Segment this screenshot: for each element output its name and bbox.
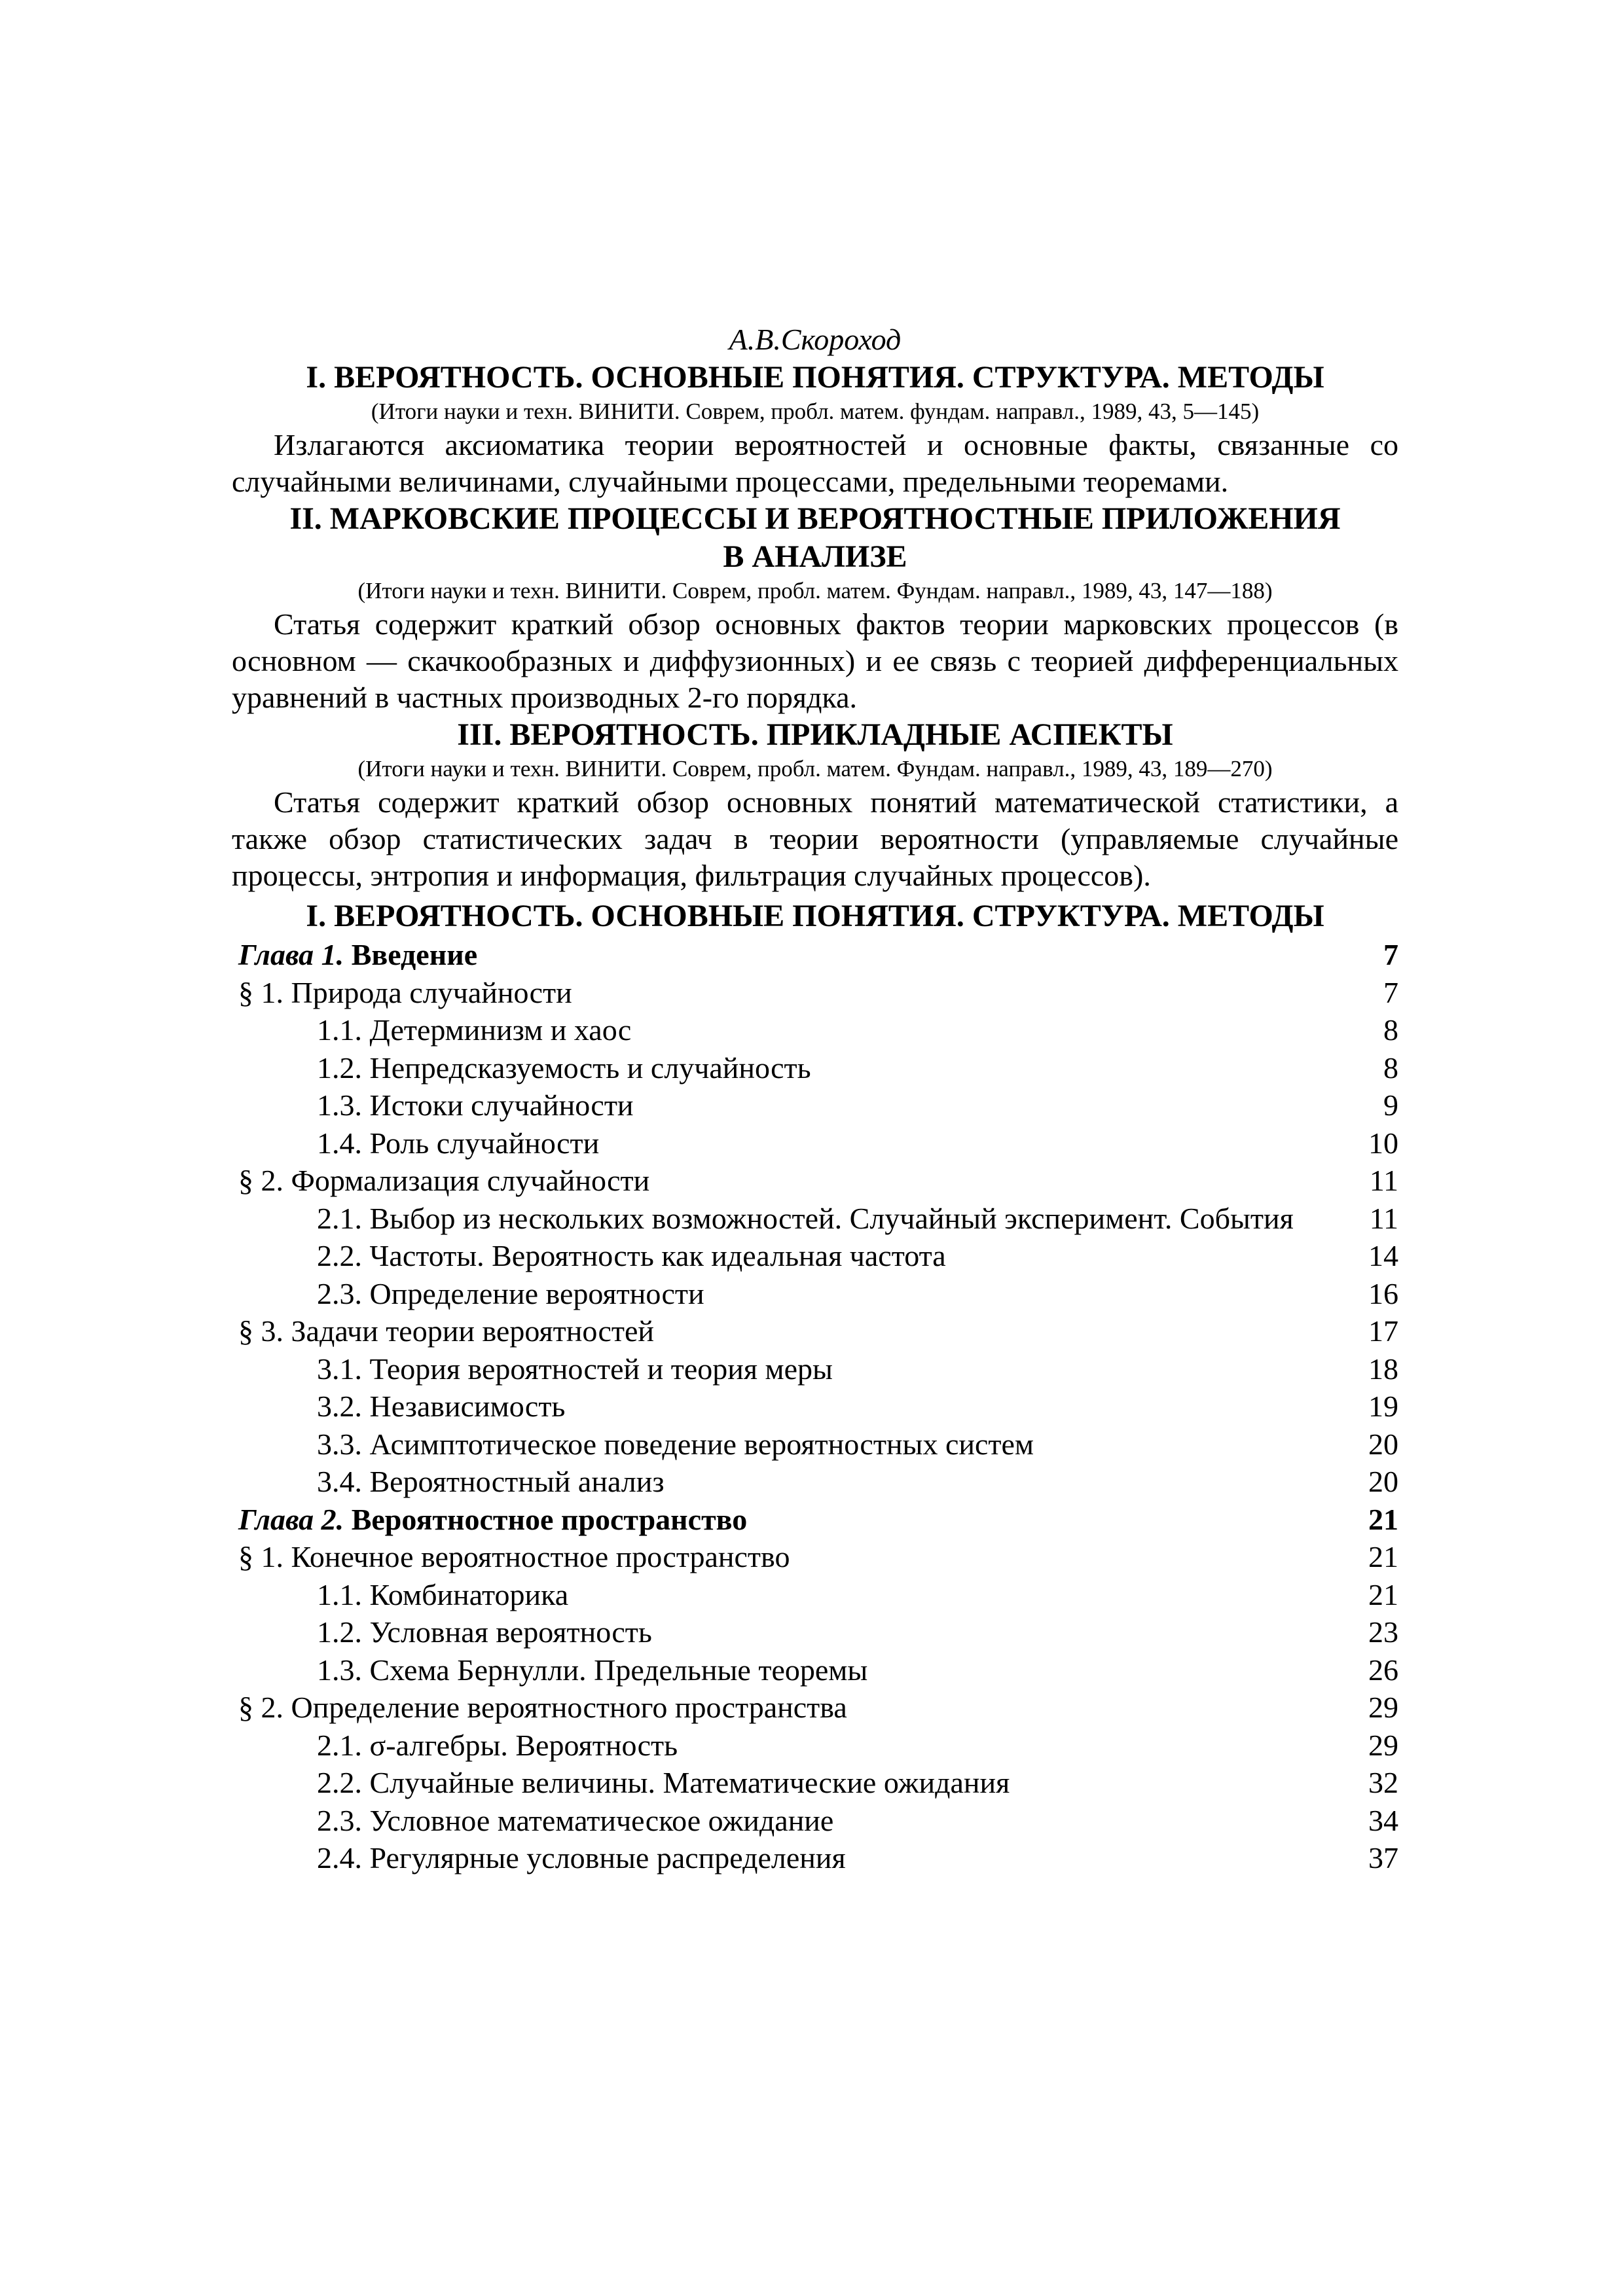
toc-entry-text: 2.1. Выбор из нескольких возможностей. Случайный эксперимент. События	[317, 1201, 1294, 1235]
toc-page-number: 23	[1368, 1615, 1398, 1649]
article-2-title-line-1: II. МАРКОВСКИЕ ПРОЦЕССЫ И ВЕРОЯТНОСТНЫЕ ПРИЛОЖЕНИЯ	[289, 501, 1341, 536]
article-3-abstract: Статья содержит краткий обзор основных понятий математической статистики, а также обзор статистических задач в теории вероятности (управляемые случайные процессы, энтропия и информация, фильтрация случайных процессов).	[232, 785, 1398, 892]
toc-page-number: 10	[1368, 1126, 1398, 1160]
toc-entry-text: 3.1. Теория вероятностей и теория меры	[317, 1352, 833, 1386]
toc-subsection	[232, 1576, 1398, 1614]
toc-page-number: 7	[1383, 938, 1398, 971]
author-name: А.В.Скороход	[729, 323, 902, 356]
toc-chapter-label: Глава 2.	[238, 1502, 344, 1536]
toc-page-number: 7	[1383, 975, 1398, 1009]
article-1-citation: (Итоги науки и техн. ВИНИТИ. Соврем, пробл. матем. фундам. направл., 1989, 43, 5—145)	[371, 399, 1260, 424]
toc-page-number: 9	[1383, 1088, 1398, 1122]
toc-subsection	[232, 1839, 1398, 1877]
toc-subsection	[232, 1426, 1398, 1463]
toc-entry-text: 2.3. Условное математическое ожидание	[317, 1803, 834, 1837]
toc-chapter-title: Введение	[351, 938, 478, 971]
toc-subsection	[232, 1275, 1398, 1313]
toc-page-number: 21	[1368, 1540, 1398, 1573]
toc-entry-text: 1.1. Детерминизм и хаос	[317, 1013, 632, 1047]
toc-entry-text: 2.2. Случайные величины. Математические ожидания	[317, 1766, 1010, 1799]
toc-entry-text: 2.1. σ-алгебры. Вероятность	[317, 1728, 678, 1762]
toc-entry-text: 3.3. Асимптотическое поведение вероятностных систем	[317, 1427, 1034, 1461]
toc-subsection	[232, 1613, 1398, 1651]
toc-subsection	[232, 1651, 1398, 1689]
toc-entry-text: 1.2. Непредсказуемость и случайность	[317, 1050, 811, 1085]
toc-subsection	[232, 1011, 1398, 1049]
toc-entry-text: 1.1. Комбинаторика	[317, 1577, 569, 1611]
toc-page-number: 21	[1368, 1577, 1398, 1611]
toc-subsection	[232, 1200, 1398, 1238]
toc-subsection	[232, 1124, 1398, 1162]
toc-page-number: 29	[1368, 1691, 1398, 1724]
page-content	[232, 321, 1398, 1877]
toc-page-number: 37	[1368, 1841, 1398, 1874]
table-of-contents	[232, 936, 1398, 1877]
article-3-title: III. ВЕРОЯТНОСТЬ. ПРИКЛАДНЫЕ АСПЕКТЫ	[457, 717, 1173, 752]
toc-section	[232, 974, 1398, 1012]
article-3-citation: (Итоги науки и техн. ВИНИТИ. Соврем, пробл. матем. Фундам. направл., 1989, 43, 189—270)	[357, 756, 1273, 781]
article-1-abstract: Излагаются аксиоматика теории вероятностей и основные факты, связанные со случайными величинами, случайными процессами, предельными теоремами.	[232, 428, 1398, 498]
toc-entry-text: § 2. Определение вероятностного пространства	[238, 1691, 847, 1724]
toc-subsection	[232, 1764, 1398, 1802]
toc-subsection	[232, 1350, 1398, 1388]
article-2-abstract: Статья содержит краткий обзор основных фактов теории марковских процессов (в основном — скачкообразных и диффузионных) и ее связь с теорией дифференциальных уравнений в частных производных 2-го порядка.	[232, 607, 1398, 714]
toc-chapter-label: Глава 1.	[238, 938, 344, 971]
toc-entry-text: § 2. Формализация случайности	[238, 1164, 650, 1197]
toc-entry-text: 1.4. Роль случайности	[317, 1126, 600, 1160]
toc-page-number: 29	[1368, 1728, 1398, 1762]
toc-section	[232, 1689, 1398, 1727]
toc-section	[232, 1538, 1398, 1576]
toc-subsection	[232, 1049, 1398, 1087]
toc-page-number: 11	[1369, 1201, 1398, 1235]
toc-entry-text: § 1. Природа случайности	[238, 975, 572, 1009]
toc-page-number: 26	[1368, 1653, 1398, 1687]
toc-page-number: 21	[1368, 1502, 1398, 1536]
toc-entry-text: 2.4. Регулярные условные распределения	[317, 1841, 846, 1874]
toc-entry-text: 3.2. Независимость	[317, 1390, 566, 1423]
toc-chapter-2	[232, 1501, 1398, 1539]
toc-entry-text: 2.3. Определение вероятности	[317, 1276, 704, 1310]
toc-page-number: 18	[1368, 1352, 1398, 1386]
toc-subsection	[232, 1237, 1398, 1275]
toc-subsection	[232, 1727, 1398, 1765]
toc-section	[232, 1162, 1398, 1200]
toc-page-number: 19	[1368, 1390, 1398, 1423]
toc-page-number: 11	[1369, 1164, 1398, 1197]
toc-entry-text: 1.3. Истоки случайности	[317, 1088, 634, 1122]
toc-subsection	[232, 1802, 1398, 1840]
toc-page-number: 16	[1368, 1276, 1398, 1310]
toc-page-number: 20	[1368, 1427, 1398, 1461]
toc-page-number: 8	[1383, 1013, 1398, 1047]
toc-chapter-1	[232, 936, 1398, 974]
toc-page-number: 32	[1368, 1766, 1398, 1799]
toc-subsection	[232, 1086, 1398, 1124]
article-2-citation: (Итоги науки и техн. ВИНИТИ. Соврем, пробл. матем. Фундам. направл., 1989, 43, 147—188)	[357, 578, 1273, 603]
toc-entry-text: § 1. Конечное вероятностное пространство	[238, 1540, 790, 1573]
toc-page-number: 17	[1368, 1314, 1398, 1348]
toc-subsection	[232, 1388, 1398, 1426]
toc-page-number: 34	[1368, 1803, 1398, 1837]
toc-page-number: 14	[1368, 1239, 1398, 1272]
toc-entry-text: 1.3. Схема Бернулли. Предельные теоремы	[317, 1653, 868, 1687]
toc-entry-text: 2.2. Частоты. Вероятность как идеальная частота	[317, 1239, 946, 1272]
toc-entry-text: 1.2. Условная вероятность	[317, 1615, 652, 1649]
toc-section	[232, 1312, 1398, 1350]
toc-entry-text: § 3. Задачи теории вероятностей	[238, 1314, 655, 1348]
toc-subsection	[232, 1463, 1398, 1501]
toc-title: I. ВЕРОЯТНОСТЬ. ОСНОВНЫЕ ПОНЯТИЯ. СТРУКТУРА. МЕТОДЫ	[306, 899, 1324, 933]
article-2-title-line-2: В АНАЛИЗЕ	[723, 539, 907, 574]
toc-page-number: 8	[1383, 1050, 1398, 1085]
article-1-title: I. ВЕРОЯТНОСТЬ. ОСНОВНЫЕ ПОНЯТИЯ. СТРУКТУРА. МЕТОДЫ	[306, 360, 1324, 395]
toc-page-number: 20	[1368, 1465, 1398, 1498]
toc-chapter-title: Вероятностное пространство	[351, 1502, 748, 1536]
toc-entry-text: 3.4. Вероятностный анализ	[317, 1465, 665, 1498]
